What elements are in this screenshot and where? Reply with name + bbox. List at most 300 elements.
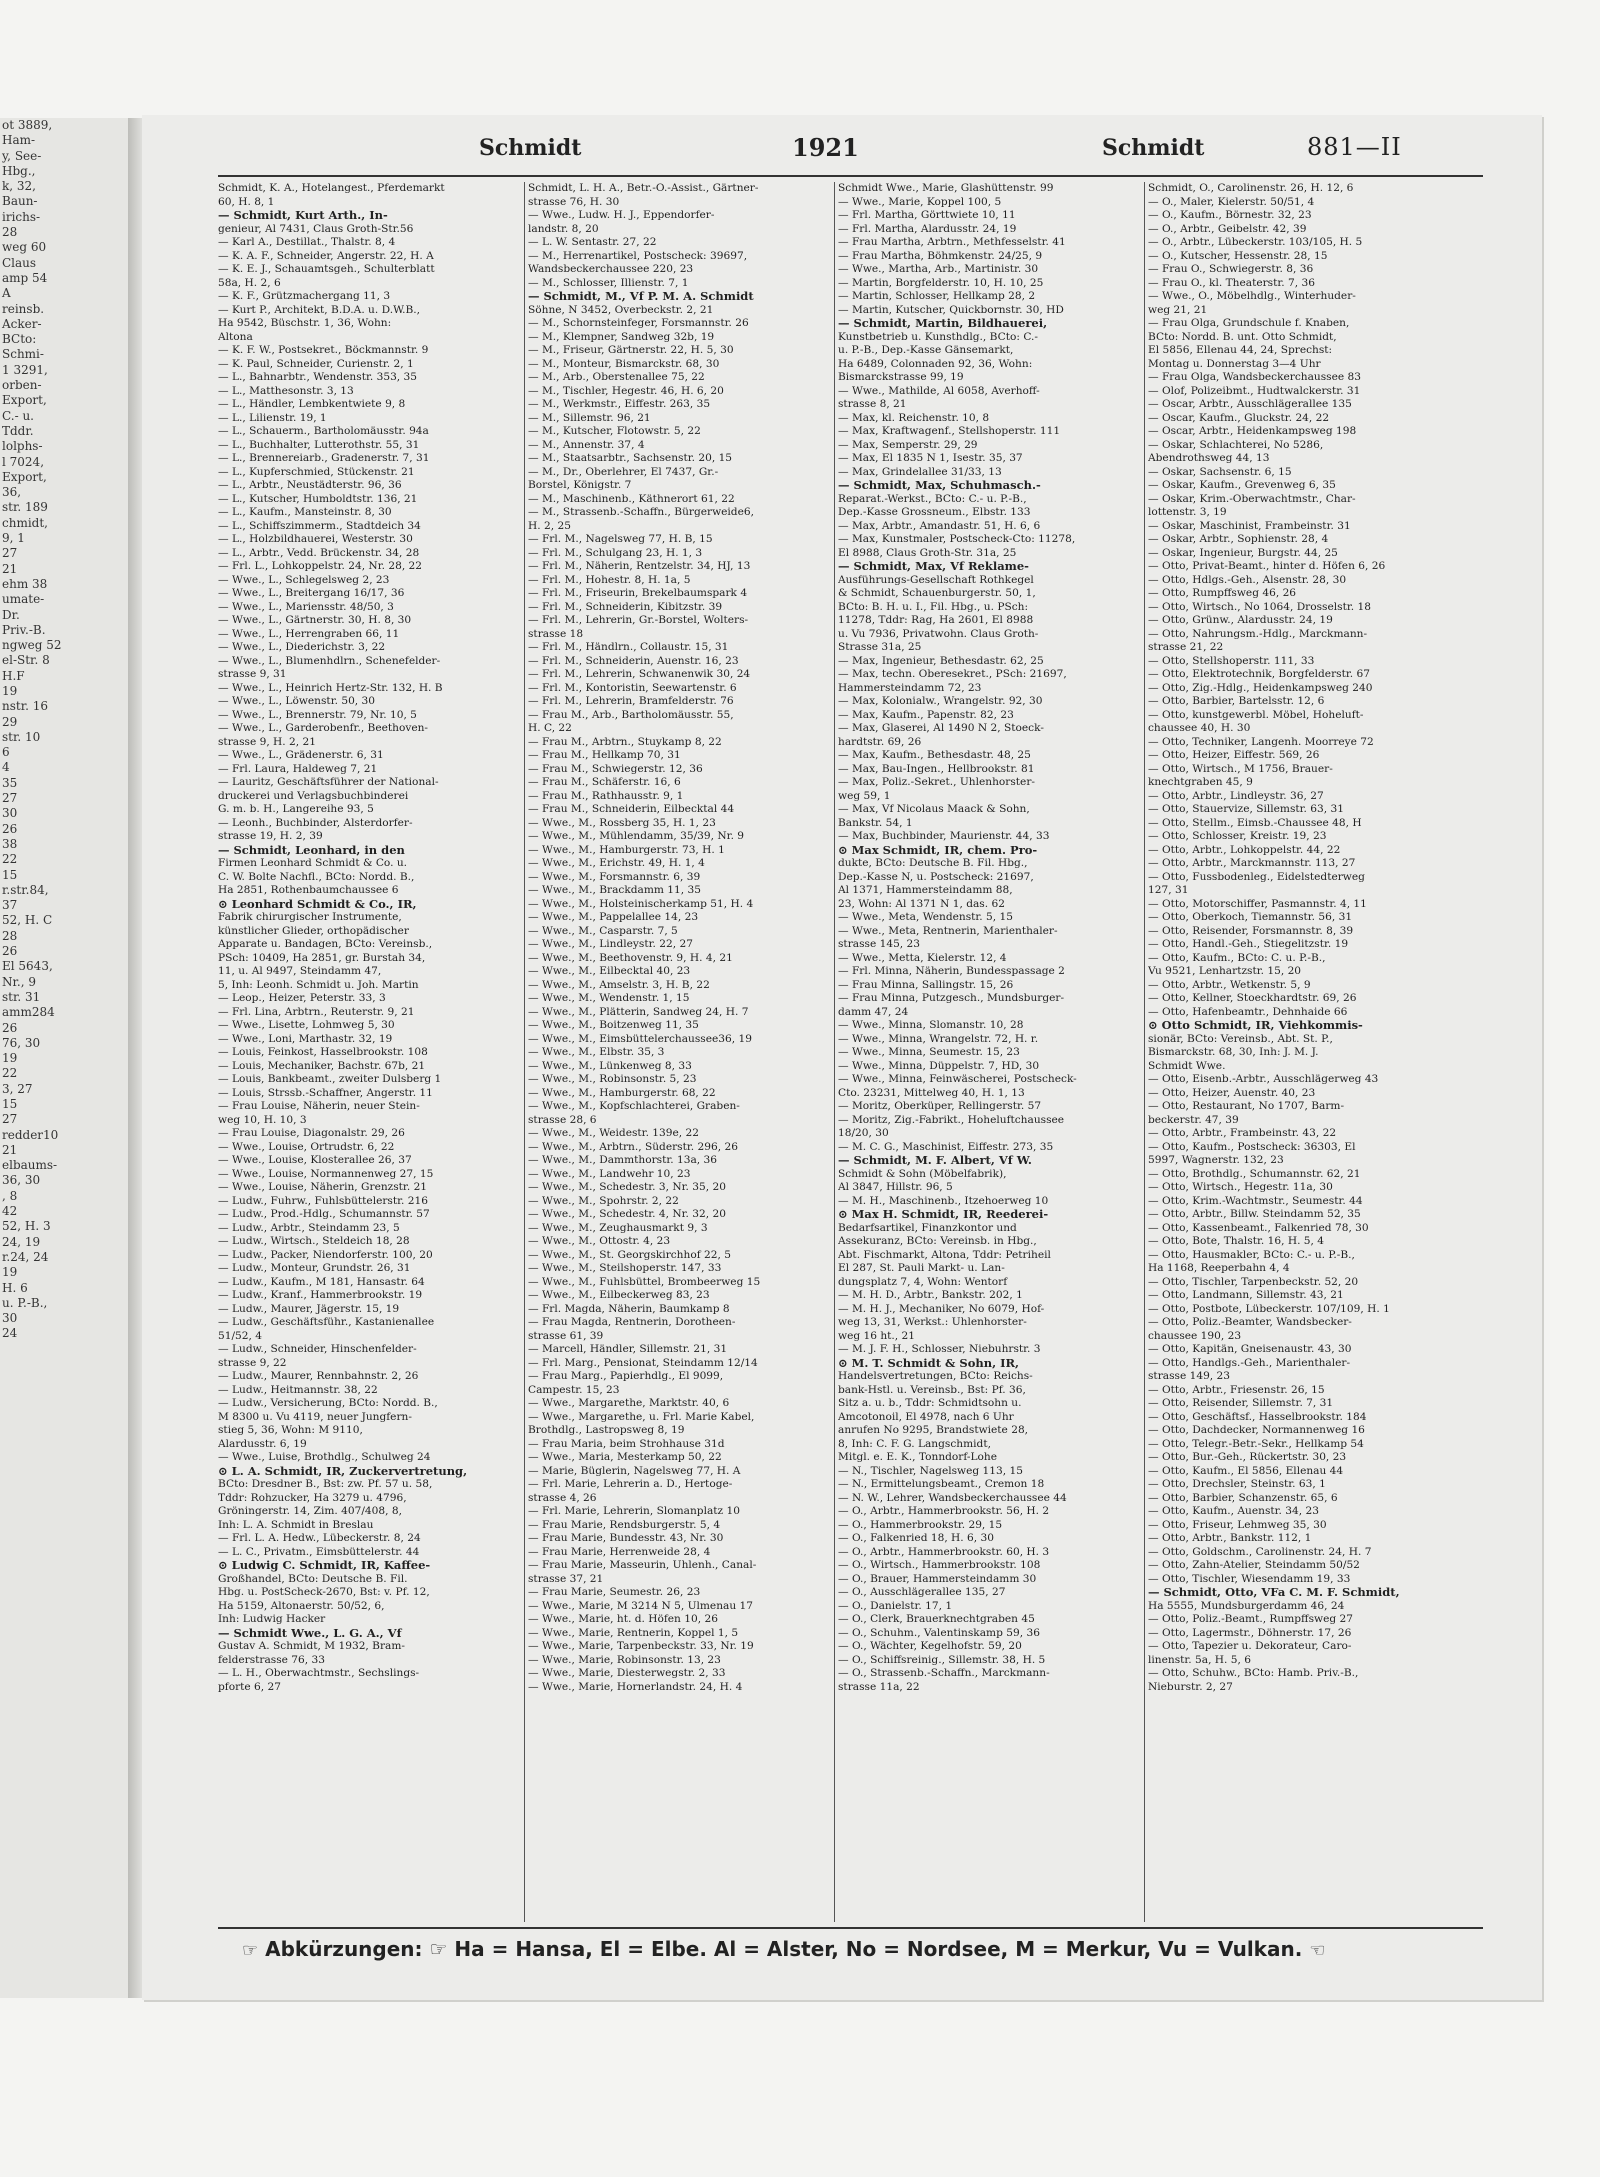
fragment-line: BCto: (2, 332, 37, 347)
directory-entry: — O., Falkenried 18, H. 6, 30 (838, 1532, 994, 1544)
directory-entry: — Otto, Heizer, Eiffestr. 569, 26 (1148, 749, 1320, 761)
directory-entry: — Wwe., Maria, Mesterkamp 50, 22 (528, 1451, 722, 1463)
directory-entry: — N. W., Lehrer, Wandsbeckerchaussee 44 (838, 1491, 1067, 1504)
directory-entry: strasse 28, 6 (528, 1113, 597, 1126)
directory-entry: — Frau Minna, Putzgesch., Mundsburger- (838, 992, 1065, 1004)
directory-entry: Großhandel, BCto: Deutsche B. Fil. (218, 1572, 408, 1585)
directory-entry: — Wwe., Marie, ht. d. Höfen 10, 26 (528, 1613, 718, 1625)
fragment-line: 4 (2, 760, 10, 775)
directory-entry: Schmidt, O., Carolinenstr. 26, H. 12, 6 (1148, 182, 1354, 194)
directory-entry: — M., Kutscher, Flotowstr. 5, 22 (528, 425, 701, 437)
fragment-line: 37 (2, 898, 18, 913)
directory-entry: — Frl. M., Lehrerin, Schwanenwik 30, 24 (528, 668, 751, 680)
directory-entry: — Wwe., Minna, Düppelstr. 7, HD, 30 (838, 1059, 1040, 1072)
directory-entry: — M., Maschinenb., Käthnerort 61, 22 (528, 492, 735, 505)
directory-entry: — Otto, Postbote, Lübeckerstr. 107/109, H. 1 (1148, 1302, 1390, 1315)
directory-entry: — Oscar, Arbtr., Heidenkampsweg 198 (1148, 425, 1357, 437)
directory-entry: — Frau M., Rathhausstr. 9, 1 (528, 789, 684, 802)
directory-entry: — L. C., Privatm., Eimsbüttelerstr. 44 (218, 1545, 420, 1558)
directory-entry: — Max, Kunstmaler, Postscheck-Cto: 11278, (838, 533, 1076, 545)
directory-entry: El 8988, Claus Groth-Str. 31a, 25 (838, 546, 1017, 559)
directory-entry: — K. F. W., Postsekret., Böckmannstr. 9 (218, 344, 429, 356)
directory-entry: — Wwe., M., Rossberg 35, H. 1, 23 (528, 816, 716, 829)
directory-entry: — Martin, Borgfelderstr. 10, H. 10, 25 (838, 276, 1044, 289)
directory-entry: Alardusstr. 6, 19 (218, 1437, 307, 1450)
directory-entry: Bankstr. 54, 1 (838, 816, 913, 829)
directory-entry: — Wwe., M., Hamburgerstr. 73, H. 1 (528, 843, 725, 856)
directory-entry: — Wwe., Louise, Näherin, Grenzstr. 21 (218, 1181, 428, 1193)
directory-entry: — Louis, Feinkost, Hasselbrookstr. 108 (218, 1046, 428, 1058)
directory-entry: Ausführungs-Gesellschaft Rothkegel (838, 573, 1034, 586)
header-year: 1921 (792, 133, 859, 162)
directory-entry: — Wwe., O., Möbelhdlg., Winterhuder- (1148, 290, 1356, 302)
fragment-line: 27 (2, 1112, 18, 1127)
directory-entry: — Frau Olga, Grundschule f. Knaben, (1148, 317, 1350, 329)
directory-entry: 58a, H. 2, 6 (218, 276, 281, 289)
directory-entry: — O., Arbtr., Hammerbrookstr. 60, H. 3 (838, 1545, 1050, 1558)
directory-entry: — Wwe., Marie, M 3214 N 5, Ulmenau 17 (528, 1599, 754, 1612)
directory-entry: — Marie, Büglerin, Nagelsweg 77, H. A (528, 1464, 741, 1477)
directory-entry: — K. Paul, Schneider, Curienstr. 2, 1 (218, 357, 414, 370)
directory-entry: — Otto, Tapezier u. Dekorateur, Caro- (1148, 1640, 1352, 1652)
fragment-line: 36, (2, 485, 22, 500)
directory-entry: — Frl. Minna, Näherin, Bundesspassage 2 (838, 965, 1065, 977)
directory-entry: hardtstr. 69, 26 (838, 735, 922, 748)
directory-entry: — Frau M., Schäferstr. 16, 6 (528, 776, 681, 788)
directory-entry: — Wwe., L., Garderobenfr., Beethoven- (218, 722, 428, 734)
directory-entry: — Wwe., M., Zeughausmarkt 9, 3 (528, 1221, 708, 1234)
directory-entry: — Otto, Schlosser, Kreistr. 19, 23 (1148, 830, 1327, 842)
fragment-line: C.- u. (2, 408, 34, 423)
directory-entry: — Marcell, Händler, Sillemstr. 21, 31 (528, 1343, 728, 1355)
directory-entry: — Frau Marie, Rendsburgerstr. 5, 4 (528, 1518, 721, 1531)
directory-entry: — Wwe., M., Casparstr. 7, 5 (528, 924, 678, 937)
directory-entry: — Otto, Tischler, Tarpenbeckstr. 52, 20 (1148, 1275, 1359, 1288)
directory-entry: Schmidt & Sohn (Möbelfabrik), (838, 1167, 1007, 1180)
directory-entry: — Otto, Arbtr., Marckmannstr. 113, 27 (1148, 857, 1356, 869)
directory-entry: & Schmidt, Schauenburgerstr. 50, 1, (838, 587, 1036, 599)
fragment-line: 26 (2, 1020, 18, 1035)
fragment-line: 76, 30 (2, 1035, 41, 1050)
directory-entry: — Otto, Fussbodenleg., Eidelstedterweg (1148, 870, 1365, 883)
directory-entry: — Wwe., M., Hamburgerstr. 68, 22 (528, 1086, 716, 1099)
directory-entry: — Wwe., M., Wendenstr. 1, 15 (528, 992, 690, 1004)
directory-entry: — Otto, Zahn-Atelier, Steindamm 50/52 (1148, 1559, 1360, 1571)
directory-entry-heading: — Schmidt, Leonhard, in den (218, 843, 405, 857)
directory-entry: strasse 76, H. 30 (528, 195, 620, 208)
directory-entry: — Frl. Martha, Görttwiete 10, 11 (838, 209, 1016, 221)
fragment-line: 15 (2, 1097, 18, 1111)
directory-entry: — Wwe., M., Robinsonstr. 5, 23 (528, 1073, 697, 1085)
fragment-line: Export, (2, 469, 47, 484)
fragment-line: 6 (2, 745, 10, 760)
directory-entry: — Ludw., Schneider, Hinschenfelder- (218, 1343, 417, 1355)
fragment-line: 9, 1 (2, 531, 25, 546)
directory-entry-heading: ⊙ Max Schmidt, IR, chem. Pro- (838, 843, 1038, 857)
directory-entry: — Frau M., Arbtrn., Stuykamp 8, 22 (528, 735, 722, 748)
directory-entry: — O., Arbtr., Lübeckerstr. 103/105, H. 5 (1148, 236, 1363, 248)
fragment-line: 26 (2, 944, 18, 959)
directory-entry: — L., Kaufm., Mansteinstr. 8, 30 (218, 506, 392, 518)
directory-entry: 18/20, 30 (838, 1127, 889, 1139)
directory-entry: — Wwe., M., Eilbecktal 40, 23 (528, 965, 691, 977)
directory-entry: — Max, Buchbinder, Maurienstr. 44, 33 (838, 830, 1050, 842)
directory-entry: — Wwe., Luise, Brothdlg., Schulweg 24 (218, 1451, 431, 1463)
directory-entry: — Wwe., Marie, Tarpenbeckstr. 33, Nr. 19 (528, 1640, 754, 1652)
directory-entry: — Wwe., M., Elbstr. 35, 3 (528, 1046, 665, 1058)
fragment-line: 21 (2, 561, 18, 576)
previous-page-fragment (0, 118, 140, 1998)
header-rule (218, 175, 1483, 177)
directory-entry: — Wwe., M., Amselstr. 3, H. B, 22 (528, 978, 710, 991)
directory-entry: Ha 9542, Büschstr. 1, 36, Wohn: (218, 317, 392, 329)
fragment-line: k, 32, (2, 179, 36, 194)
directory-entry: Firmen Leonhard Schmidt & Co. u. (218, 857, 408, 869)
fragment-line: orben- (2, 378, 42, 393)
directory-entry: — Frl. Marie, Lehrerin a. D., Hertoge- (528, 1478, 733, 1490)
directory-entry: — Frau Marg., Papierhdlg., El 9099, (528, 1370, 724, 1382)
directory-entry: stieg 5, 36, Wohn: M 9110, (218, 1424, 363, 1436)
directory-entry: — Wwe., Marie, Robinsonstr. 13, 23 (528, 1653, 721, 1666)
directory-entry: damm 47, 24 (838, 1005, 909, 1018)
directory-entry: — M., Dr., Oberlehrer, El 7437, Gr.- (528, 465, 719, 478)
directory-entry: Reparat.-Werkst., BCto: C.- u. P.-B., (838, 492, 1027, 505)
directory-entry: — Wwe., M., Brackdamm 11, 35 (528, 884, 702, 896)
directory-entry: — Frl. Lina, Arbtrn., Reuterstr. 9, 21 (218, 1005, 415, 1018)
directory-entry: — Frl. M., Hohestr. 8, H. 1a, 5 (528, 573, 691, 586)
directory-entry: — Otto, Nahrungsm.-Hdlg., Marckmann- (1148, 627, 1368, 640)
directory-entry: — Wwe., L., Löwenstr. 50, 30 (218, 695, 376, 707)
directory-entry: 5, Inh: Leonh. Schmidt u. Joh. Martin (218, 978, 419, 991)
directory-entry: lottenstr. 3, 19 (1148, 506, 1227, 518)
directory-entry: — L., Arbtr., Vedd. Brückenstr. 34, 28 (218, 546, 420, 559)
directory-entry: beckerstr. 47, 39 (1148, 1113, 1239, 1126)
directory-entry: — Frau M., Arb., Bartholomäusstr. 55, (528, 708, 734, 721)
directory-entry: u. P.-B., Dep.-Kasse Gänsemarkt, (838, 344, 1014, 356)
directory-entry-heading: — Schmidt, Martin, Bildhauerei, (838, 317, 1048, 330)
directory-entry: — Moritz, Zig.-Fabrikt., Hoheluftchaussee (838, 1113, 1065, 1126)
fragment-line: str. 189 (2, 500, 48, 515)
directory-entry-heading: ⊙ Leonhard Schmidt & Co., IR, (218, 897, 417, 911)
directory-entry: Amcotonoil, El 4978, nach 6 Uhr (838, 1410, 1014, 1423)
directory-entry: — Frl. M., Schneiderin, Kibitzstr. 39 (528, 600, 723, 613)
fragment-line: reinsb. (2, 301, 45, 316)
directory-entry: — Otto, Zig.-Hdlg., Heidenkampsweg 240 (1148, 681, 1373, 694)
fragment-line: Export, (2, 393, 47, 408)
directory-entry-heading: — Schmidt, Kurt Arth., In- (218, 209, 388, 222)
footer-rule (218, 1927, 1483, 1929)
directory-entry: — O., Arbtr., Hammerbrookstr. 56, H. 2 (838, 1505, 1050, 1517)
directory-entry: strasse 19, H. 2, 39 (218, 830, 323, 842)
directory-entry: Söhne, N 3452, Overbeckstr. 2, 21 (528, 303, 714, 316)
directory-entry: — Otto, Rumpffsweg 46, 26 (1148, 587, 1297, 599)
directory-entry: Bedarfsartikel, Finanzkontor und (838, 1221, 1017, 1234)
directory-entry: Ha 5555, Mundsburgerdamm 46, 24 (1148, 1599, 1345, 1612)
directory-entry: — Wwe., M., Dammthorstr. 13a, 36 (528, 1154, 718, 1166)
directory-entry: — Frl. Martha, Alardusstr. 24, 19 (838, 222, 1017, 235)
directory-entry-heading: — Schmidt Wwe., L. G. A., Vf (218, 1626, 402, 1640)
directory-entry: Brothdlg., Lastropsweg 8, 19 (528, 1424, 685, 1436)
directory-entry: — Max, Glaserei, Al 1490 N 2, Stoeck- (838, 722, 1044, 734)
directory-entry: — L. W. Sentastr. 27, 22 (528, 236, 657, 248)
directory-entry: — Frau Marie, Seumestr. 26, 23 (528, 1586, 701, 1598)
directory-entry: — Wwe., M., Eilbeckerweg 83, 23 (528, 1289, 710, 1301)
fragment-line: 24, 19 (2, 1234, 41, 1249)
directory-entry: — Otto, Kaufm., El 5856, Ellenau 44 (1148, 1464, 1344, 1477)
directory-entry: — Frl. Marg., Pensionat, Steindamm 12/14 (528, 1356, 758, 1369)
directory-entry: — Frau O., kl. Theaterstr. 7, 36 (1148, 276, 1315, 289)
directory-entry: Assekuranz, BCto: Vereinsb. in Hbg., (838, 1235, 1037, 1247)
directory-entry: BCto: Dresdner B., Bst: zw. Pf. 57 u. 58, (218, 1478, 433, 1490)
directory-entry: Wandsbeckerchaussee 220, 23 (528, 263, 694, 275)
fragment-line: 30 (2, 806, 18, 821)
directory-entry: — Frau M., Hellkamp 70, 31 (528, 749, 681, 761)
directory-entry: — Wwe., Metta, Kielerstr. 12, 4 (838, 951, 1007, 964)
directory-entry: — Wwe., M., Pappelallee 14, 23 (528, 911, 699, 923)
directory-entry: dungsplatz 7, 4, Wohn: Wentorf (838, 1275, 1008, 1288)
fragment-line: Hbg., (2, 163, 36, 178)
directory-entry: — Wwe., M., Plätterin, Sandweg 24, H. 7 (528, 1005, 749, 1018)
directory-entry: — Wwe., M., Landwehr 10, 23 (528, 1167, 691, 1180)
directory-entry: strasse 11a, 22 (838, 1680, 920, 1693)
directory-entry: — Max, Kolonialw., Wrangelstr. 92, 30 (838, 695, 1043, 707)
fragment-line: 30 (2, 1311, 18, 1326)
directory-entry: 11, u. Al 9497, Steindamm 47, (218, 965, 382, 977)
fragment-line: Dr. (2, 607, 20, 622)
directory-entry: — Wwe., M., Schedestr. 3, Nr. 35, 20 (528, 1181, 726, 1193)
directory-entry: — M., Schlosser, Illienstr. 7, 1 (528, 276, 689, 289)
directory-entry: — L., Holzbildhauerei, Westerstr. 30 (218, 533, 413, 545)
directory-entry: — L., Buchhalter, Lutterothstr. 55, 31 (218, 438, 420, 451)
directory-entry: — Otto, Reisender, Forsmannstr. 8, 39 (1148, 924, 1354, 937)
directory-entry: — M., Arb., Oberstenallee 75, 22 (528, 371, 705, 383)
directory-entry: weg 13, 31, Werkst.: Uhlenhorster- (838, 1316, 1027, 1328)
directory-entry: — Wwe., M., Lünkenweg 8, 33 (528, 1059, 692, 1072)
directory-entry: — Wwe., Minna, Wrangelstr. 72, H. r. (838, 1032, 1039, 1045)
directory-entry: Ha 6489, Colonnaden 92, 36, Wohn: (838, 357, 1033, 370)
directory-entry: Tddr: Rohzucker, Ha 3279 u. 4796, (218, 1491, 407, 1504)
directory-entry: — Wwe., Marie, Hornerlandstr. 24, H. 4 (528, 1680, 743, 1693)
directory-entry: — O., Brauer, Hammersteindamm 30 (838, 1572, 1037, 1585)
directory-entry: — Wwe., Ludw. H. J., Eppendorfer- (528, 209, 715, 221)
directory-entry: — Otto, Heizer, Auenstr. 40, 23 (1148, 1086, 1316, 1099)
directory-entry: — Otto, Stellm., Eimsb.-Chaussee 48, H (1148, 816, 1362, 829)
directory-entry: — Otto, Poliz.-Beamter, Wandsbecker- (1148, 1316, 1352, 1328)
directory-entry: Cto. 23231, Mittelweg 40, H. 1, 13 (838, 1086, 1025, 1099)
directory-entry: — O., Danielstr. 17, 1 (838, 1599, 953, 1612)
directory-entry: — Otto, Telegr.-Betr.-Sekr., Hellkamp 54 (1148, 1437, 1364, 1450)
column-1 (218, 182, 518, 1922)
fragment-line: redder10 (2, 1127, 59, 1142)
directory-entry: — Wwe., Marie, Koppel 100, 5 (838, 195, 1002, 208)
directory-entry-heading: ⊙ M. T. Schmidt & Sohn, IR, (838, 1356, 1020, 1370)
directory-entry: — Wwe., L., Mariensstr. 48/50, 3 (218, 600, 394, 613)
fragment-line: 21 (2, 1142, 18, 1157)
directory-entry: Nieburstr. 2, 27 (1148, 1680, 1233, 1693)
column-divider (524, 182, 525, 1922)
directory-entry: — O., Arbtr., Geibelstr. 42, 39 (1148, 222, 1307, 235)
fragment-line: ehm 38 (2, 576, 48, 591)
directory-entry: — L., Schauerm., Bartholomäusstr. 94a (218, 425, 429, 437)
directory-entry: Campestr. 15, 23 (528, 1383, 620, 1396)
directory-entry: — Wwe., M., Mühlendamm, 35/39, Nr. 9 (528, 830, 745, 842)
header-left-name: Schmidt (479, 135, 582, 161)
fragment-line: u. P.-B., (2, 1295, 48, 1310)
directory-entry: — Wwe., M., Schedestr. 4, Nr. 32, 20 (528, 1208, 726, 1220)
fragment-line: Claus (2, 255, 37, 270)
fragment-line: 42 (2, 1204, 18, 1219)
fragment-line: r.str.84, (2, 882, 49, 897)
fragment-line: 15 (2, 867, 18, 882)
directory-entry: knechtgraben 45, 9 (1148, 776, 1253, 788)
directory-entry: — Ludw., Heitmannstr. 38, 22 (218, 1383, 378, 1396)
directory-entry: — Wwe., Meta, Rentnerin, Marienthaler- (838, 924, 1058, 937)
directory-entry: — Otto, Arbtr., Frambeinstr. 43, 22 (1148, 1127, 1337, 1139)
directory-entry: — M. C. G., Maschinist, Eiffestr. 273, 35 (838, 1140, 1054, 1153)
directory-entry: — Wwe., Margarethe, Marktstr. 40, 6 (528, 1397, 730, 1409)
directory-entry: — Frau Marie, Herrenweide 28, 4 (528, 1545, 711, 1558)
directory-entry: Abt. Fischmarkt, Altona, Tddr: Petriheil (838, 1248, 1051, 1261)
directory-entry: — Max, Semperstr. 29, 29 (838, 438, 978, 451)
directory-entry: — M., Friseur, Gärtnerstr. 22, H. 5, 30 (528, 344, 734, 356)
directory-entry: — Otto, Privat-Beamt., hinter d. Höfen 6, 26 (1148, 560, 1386, 572)
fragment-line: 19 (2, 1265, 18, 1280)
directory-entry: — Otto, Arbtr., Bankstr. 112, 1 (1148, 1532, 1312, 1544)
fragment-line: 27 (2, 546, 18, 561)
directory-entry: — Wwe., Minna, Feinwäscherei, Postscheck- (838, 1073, 1077, 1085)
directory-entry: — Martin, Schlosser, Hellkamp 28, 2 (838, 290, 1036, 302)
directory-entry: — Otto, Poliz.-Beamt., Rumpffsweg 27 (1148, 1613, 1353, 1625)
directory-entry: — Otto, Kellner, Stoeckhardtstr. 69, 26 (1148, 992, 1357, 1004)
directory-entry: — Kurt P., Architekt, B.D.A. u. D.W.B., (218, 303, 421, 316)
directory-entry: — Wwe., L., Schlegelsweg 2, 23 (218, 573, 390, 586)
fragment-line: 36, 30 (2, 1173, 41, 1188)
directory-entry: — Lauritz, Geschäftsführer der National- (218, 776, 439, 788)
fragment-line: Priv.-B. (2, 622, 46, 637)
fragment-line: 19 (2, 1051, 18, 1066)
directory-entry: strasse 145, 23 (838, 938, 921, 950)
directory-entry: — Frau Olga, Wandsbeckerchaussee 83 (1148, 371, 1362, 383)
directory-entry: — M. J. F. H., Schlosser, Niebuhrstr. 3 (838, 1343, 1041, 1355)
directory-entry: — Otto, Wirtsch., Hegestr. 11a, 30 (1148, 1181, 1333, 1193)
directory-entry: — Wwe., Meta, Wendenstr. 5, 15 (838, 911, 1013, 923)
directory-entry: Schmidt Wwe. (1148, 1059, 1226, 1072)
directory-entry: — Frl. M., Schneiderin, Auenstr. 16, 23 (528, 654, 739, 667)
directory-entry: — Martin, Kutscher, Quickbornstr. 30, HD (838, 303, 1064, 316)
directory-entry: Bismarckstrasse 99, 19 (838, 371, 964, 383)
directory-entry: — Wwe., Minna, Slomanstr. 10, 28 (838, 1019, 1024, 1031)
fragment-line: Acker- (2, 316, 42, 331)
fragment-line: lolphs- (2, 439, 43, 454)
directory-entry: — Ludw., Versicherung, BCto: Nordd. B., (218, 1397, 438, 1409)
directory-entry: — Otto, Arbtr., Billw. Steindamm 52, 35 (1148, 1208, 1361, 1220)
directory-entry: — Otto, Stellshoperstr. 111, 33 (1148, 654, 1315, 667)
directory-entry: — Wwe., M., Forsmannstr. 6, 39 (528, 870, 701, 883)
directory-entry: — Otto, Oberkoch, Tiemannstr. 56, 31 (1148, 911, 1353, 923)
directory-entry: — M. H., Maschinenb., Itzehoerweg 10 (838, 1194, 1049, 1207)
directory-entry: — Wwe., L., Heinrich Hertz-Str. 132, H. B (218, 681, 443, 694)
directory-entry: — Frl. M., Näherin, Rentzelstr. 34, HJ, 13 (528, 560, 751, 572)
directory-entry-heading: ⊙ L. A. Schmidt, IR, Zuckervertretung, (218, 1464, 468, 1478)
fragment-line: 22 (2, 1066, 18, 1081)
directory-entry: — L., Kutscher, Humboldtstr. 136, 21 (218, 492, 418, 505)
directory-entry: — Wwe., M., Eimsbüttelerchaussee36, 19 (528, 1032, 752, 1045)
directory-entry: — Max, Kaufm., Papenstr. 82, 23 (838, 708, 1014, 721)
directory-entry: anrufen No 9295, Brandstwiete 28, (838, 1424, 1029, 1436)
directory-entry-heading: ⊙ Otto Schmidt, IR, Viehkommis- (1148, 1019, 1363, 1032)
directory-entry: — Oskar, Arbtr., Sophienstr. 28, 4 (1148, 533, 1329, 545)
directory-entry: — Otto, Elektrotechnik, Borgfelderstr. 67 (1148, 668, 1370, 680)
fragment-line: Ham- (2, 133, 36, 148)
header-right-name: Schmidt (1102, 135, 1205, 161)
directory-entry: PSch: 10409, Ha 2851, gr. Burstah 34, (218, 951, 426, 964)
directory-entry: — Leonh., Buchbinder, Alsterdorfer- (218, 816, 413, 829)
directory-entry-heading: — Schmidt, Max, Vf Reklame- (838, 560, 1029, 573)
directory-entry: — Otto, Friseur, Lehmweg 35, 30 (1148, 1518, 1327, 1531)
directory-entry: — L., Brennereiarb., Gradenerstr. 7, 31 (218, 452, 430, 464)
directory-entry: — Otto, Landmann, Sillemstr. 43, 21 (1148, 1289, 1344, 1301)
directory-entry: — Otto, Eisenb.-Arbtr., Ausschlägerweg 43 (1148, 1073, 1379, 1085)
directory-entry: Vu 9521, Lenhartzstr. 15, 20 (1148, 965, 1302, 977)
directory-entry: — Wwe., Lisette, Lohmweg 5, 30 (218, 1019, 395, 1031)
directory-entry: — Wwe., M., Boitzenweg 11, 35 (528, 1019, 699, 1031)
directory-entry: strasse 9, 22 (218, 1356, 287, 1369)
directory-entry: Gröningerstr. 14, Zim. 407/408, 8, (218, 1505, 402, 1517)
directory-entry: Kunstbetrieb u. Kunsthdlg., BCto: C.- (838, 330, 1038, 343)
directory-entry: — Wwe., M., Erichstr. 49, H. 1, 4 (528, 857, 705, 869)
column-3 (838, 182, 1138, 1922)
fragment-line: 52, H. C (2, 913, 53, 928)
directory-entry: — Wwe., Marie, Diesterwegstr. 2, 33 (528, 1667, 726, 1679)
fragment-line: A (2, 286, 11, 301)
directory-entry: Inh: L. A. Schmidt in Breslau (218, 1518, 374, 1531)
directory-entry: — Oskar, Krim.-Oberwachtmstr., Char- (1148, 492, 1356, 505)
directory-entry: — Frl. M., Lehrerin, Gr.-Borstel, Wolters- (528, 614, 749, 626)
directory-entry: — Otto, kunstgewerbl. Möbel, Hoheluft- (1148, 708, 1364, 721)
directory-entry: — Ludw., Prod.-Hdlg., Schumannstr. 57 (218, 1208, 430, 1220)
directory-entry: Ha 5159, Altonaerstr. 50/52, 6, (218, 1599, 385, 1612)
directory-entry: — Max, Kraftwagenf., Stellshoperstr. 111 (838, 425, 1061, 437)
directory-entry: Abendrothsweg 44, 13 (1148, 452, 1270, 464)
directory-entry: — M., Herrenartikel, Postscheck: 39697, (528, 249, 748, 262)
directory-entry: — Frau M., Schwiegerstr. 12, 36 (528, 762, 703, 775)
fragment-line: 28 (2, 928, 18, 943)
directory-entry: — Frau Louise, Diagonalstr. 29, 26 (218, 1127, 405, 1139)
abbreviations-text: Abkürzungen: ☞ Ha = Hansa, El = Elbe. Al = Alster, No = Nordsee, M = Merkur, Vu = Vulkan. (265, 1937, 1303, 1961)
directory-entry: — Karl A., Destillat., Thalstr. 8, 4 (218, 236, 396, 248)
directory-entry: strasse 61, 39 (528, 1329, 604, 1342)
directory-entry: 51/52, 4 (218, 1329, 263, 1342)
directory-entry: — Oscar, Kaufm., Gluckstr. 24, 22 (1148, 411, 1330, 424)
directory-entry: — O., Hammerbrookstr. 29, 15 (838, 1518, 1003, 1531)
fragment-line: chmidt, (2, 515, 48, 530)
directory-entry-heading: — Schmidt, M. F. Albert, Vf W. (838, 1154, 1032, 1167)
directory-entry-heading: — Schmidt, Max, Schuhmasch.- (838, 479, 1041, 492)
fragment-line: 26 (2, 821, 18, 836)
directory-entry-heading: ⊙ Ludwig C. Schmidt, IR, Kaffee- (218, 1559, 431, 1572)
directory-entry: — O., Kutscher, Hessenstr. 28, 15 (1148, 249, 1328, 262)
directory-entry: Borstel, Königstr. 7 (528, 479, 632, 491)
directory-entry: — Wwe., L., Gärtnerstr. 30, H. 8, 30 (218, 614, 412, 626)
directory-entry: — Otto, Grünw., Alardusstr. 24, 19 (1148, 614, 1333, 626)
column-4 (1148, 182, 1448, 1922)
directory-entry: M 8300 u. Vu 4119, neuer Jungfern- (218, 1410, 412, 1423)
directory-entry: — Frau O., Schwiegerstr. 8, 36 (1148, 263, 1314, 275)
directory-entry: — Otto, Bur.-Geh., Rückertstr. 30, 23 (1148, 1451, 1347, 1463)
directory-entry: Dep.-Kasse Grossneum., Elbstr. 133 (838, 506, 1031, 518)
directory-entry: — O., Clerk, Brauerknechtgraben 45 (838, 1613, 1035, 1625)
directory-entry: — Otto, Tischler, Wiesendamm 19, 33 (1148, 1572, 1351, 1585)
